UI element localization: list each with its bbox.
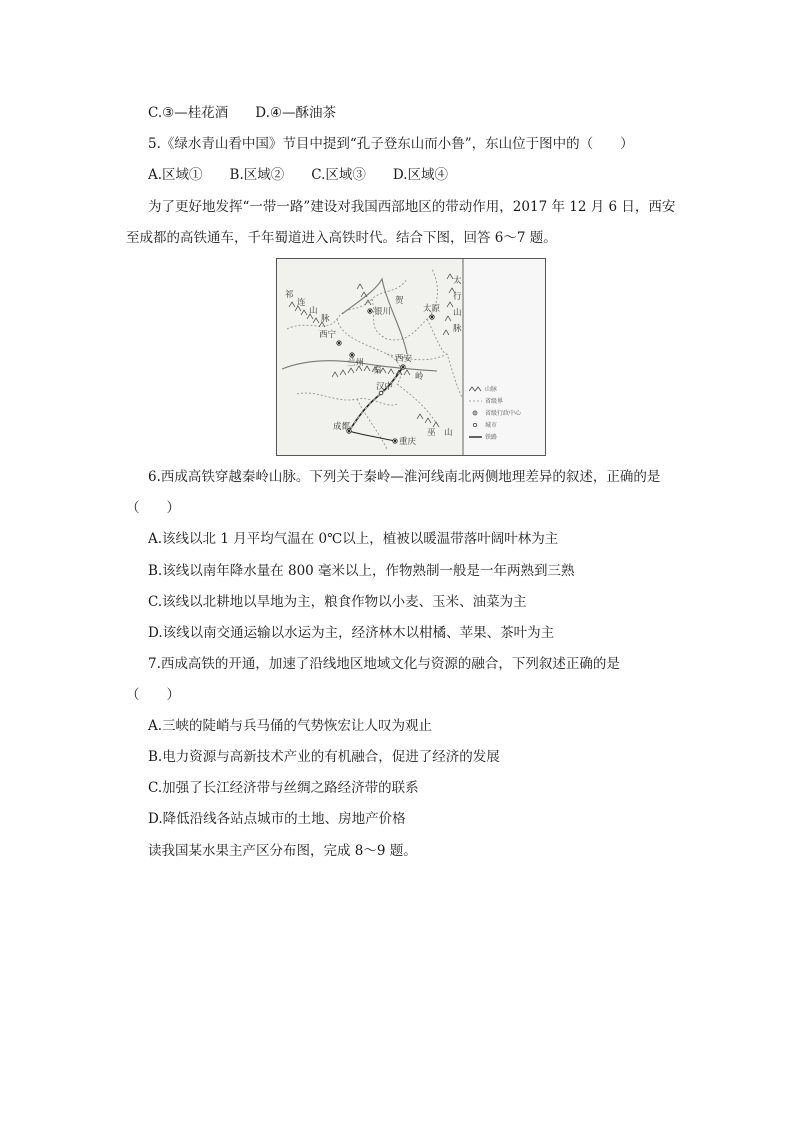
city-taiyuan: 太原 [423,304,441,314]
q7-option-a: A.三峡的陡峭与兵马俑的气势恢宏让人叹为观止 [148,718,433,734]
label-helan: 贺 [395,296,404,306]
q8-intro: 读我国某水果主产区分布图，完成 8～9 题。 [148,843,417,859]
label-wushan: 巫 山 [427,428,453,438]
label-taihang-1: 太 [453,276,462,286]
q6-option-a: A.该线以北 1 月平均气温在 0℃以上，植被以暖温带落叶阔叶林为主 [148,531,559,547]
legend-boundary: 省级界 [485,398,504,405]
intro-line-1: 为了更好地发挥“一带一路”建设对我国西部地区的带动作用，2017 年 12 月 6 日，西安 [148,199,676,215]
legend-city: 城市 [485,422,498,429]
map-svg [277,259,545,455]
label-qilian-1: 祁 [285,290,294,300]
q5-stem: 5.《绿水青山看中国》节目中提到“孔子登东山而小鲁”，东山位于图中的（ ） [148,136,634,152]
city-hanzhong: 汉中 [376,382,394,392]
q6-option-d: D.该线以南交通运输以水运为主，经济林木以柑橘、苹果、茶叶为主 [148,625,555,641]
legend-railway: 铁路 [485,434,498,441]
label-ling: 岭 [415,372,424,382]
label-taihang-2: 行 [453,292,462,302]
q7-stem: 7.西成高铁的开通，加速了沿线地区地域文化与资源的融合，下列叙述正确的是 [148,656,620,672]
q6-stem: 6.西成高铁穿越秦岭山脉。下列关于秦岭—淮河线南北两侧地理差异的叙述，正确的是 [148,469,661,485]
city-yinchuan: 银川 [374,307,392,317]
q7-paren: （ ） [126,687,180,703]
legend-city-symbol [473,423,476,426]
label-taihang-3: 山 [453,308,462,318]
q7-option-c: C.加强了长江经济带与丝绸之路经济带的联系 [148,780,419,796]
label-qin: 秦 [373,366,382,376]
label-qilian-3: 山 [309,306,318,316]
q6-paren: （ ） [126,500,180,516]
label-qilian-2: 连 [297,298,306,308]
map-area [277,259,463,455]
q6-option-b: B.该线以南年降水量在 800 毫米以上，作物熟制一般是一年两熟到三熟 [148,563,575,579]
city-xian: 西安 [395,354,413,364]
city-chengdu: 成都 [333,422,351,432]
legend-capital: 省级行政中心 [485,410,522,417]
legend-mountain: 山脉 [485,386,498,393]
q6-option-c: C.该线以北耕地以旱地为主，粮食作物以小麦、玉米、油菜为主 [148,594,527,610]
q5-options: A.区域① B.区域② C.区域③ D.区域④ [148,167,449,183]
intro-line-2: 至成都的高铁通车，千年蜀道进入高铁时代。结合下图，回答 6～7 题。 [126,230,557,246]
city-chongqing: 重庆 [399,437,417,447]
label-taihang-4: 脉 [453,324,462,334]
city-xining: 西宁 [319,330,337,340]
city-lanzhou: 兰州 [347,358,365,368]
q7-option-b: B.电力资源与高新技术产业的有机融合，促进了经济的发展 [148,749,500,765]
q4-options-cd: C.③—桂花酒 D.④—酥油茶 [148,105,336,121]
label-qilian-4: 脉 [321,314,330,324]
railway-map [276,258,546,456]
q7-option-d: D.降低沿线各站点城市的土地、房地产价格 [148,811,406,827]
